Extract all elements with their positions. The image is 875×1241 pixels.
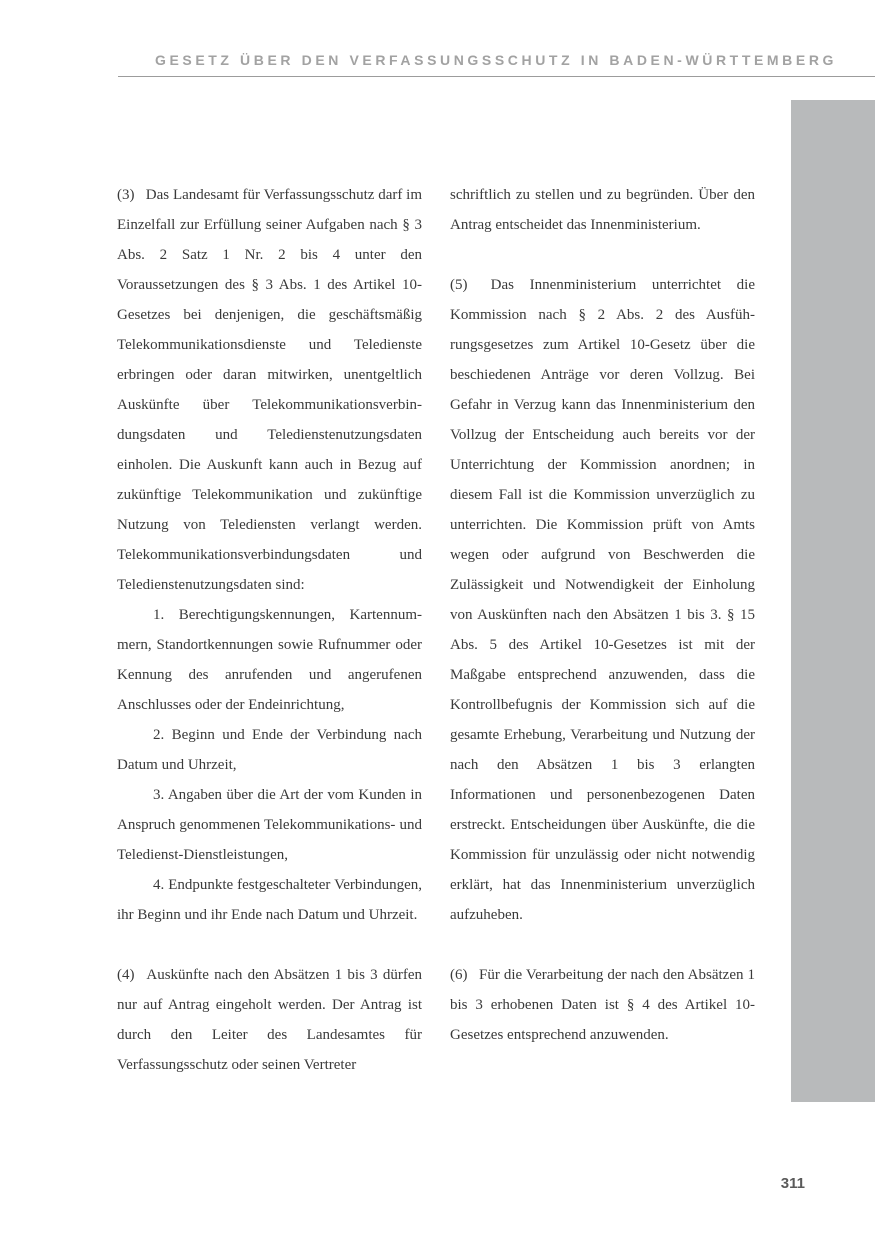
side-thumb-tab — [791, 100, 875, 1102]
paragraph-4-continued: schriftlich zu stellen und zu begründen. Über den Antrag entscheidet das Innenministerium. — [450, 187, 755, 233]
paragraph-6: (6) Für die Verarbeitung der nach den Absätzen 1 bis 3 erhobenen Daten ist § 4 des Artikel 10-Gesetzes entsprechend anzuwenden. — [450, 967, 755, 1043]
header-rule — [118, 76, 875, 77]
right-column — [450, 180, 755, 1050]
running-header: GESETZ ÜBER DEN VERFASSUNGSSCHUTZ IN BADEN-WÜRTTEMBERG — [154, 52, 838, 68]
paragraph-5: (5) Das Innenministerium unterrichtet die Kommission nach § 2 Abs. 2 des Ausführungsgesetzes zum Artikel 10-Gesetz über die beschiedenen Anträge vor deren Vollzug. Bei Gefahr in Verzug kann das Innenministerium den Vollzug der Entscheidung auch bereits vor der Unterrichtung der Kommission anordnen; in diesem Fall ist die Kommission unverzüglich zu unterrichten. Die Kommission prüft von Amts wegen oder aufgrund von Beschwerden die Zulässigkeit und Notwendigkeit der Einholung von Auskünften nach den Absätzen 1 bis 3. § 15 Abs. 5 des Artikel 10-Gesetzes ist mit der Maßgabe entsprechend anzuwenden, dass die Kontrollbefugnis der Kommission sich auf die gesamte Erhebung, Verarbeitung und Nutzung der nach den Absätzen 1 bis 3 erlangten Informationen und personenbezogenen Daten erstreckt. Entscheidungen über Auskünfte, die die Kommission für unzulässig oder nicht notwendig erklärt, hat das Innenministerium unverzüglich aufzuheben. — [450, 277, 755, 923]
left-column — [117, 180, 422, 1080]
list-item-4: 4. Endpunkte festgeschalteter Verbindungen, ihr Beginn und ihr Ende nach Datum und Uhrzeit. — [117, 877, 422, 923]
list-item-1: 1. Berechtigungskennungen, Kartennummern, Standortkennungen sowie Rufnummer oder Kennung des anrufenden und angerufenen Anschlusses oder der Endeinrichtung, — [117, 607, 422, 713]
page-number: 311 — [780, 1175, 805, 1192]
list-item-2: 2. Beginn und Ende der Verbindung nach Datum und Uhrzeit, — [117, 727, 422, 773]
paragraph-4: (4) Auskünfte nach den Absätzen 1 bis 3 dürfen nur auf Antrag eingeholt werden. Der Antrag ist durch den Leiter des Landesamtes für Verfassungsschutz oder seinen Vertreter — [117, 967, 422, 1073]
paragraph-3: (3) Das Landesamt für Verfassungsschutz darf im Einzelfall zur Erfüllung seiner Aufgaben nach § 3 Abs. 2 Satz 1 Nr. 2 bis 4 unter den Voraussetzungen des § 3 Abs. 1 des Artikel 10-Gesetzes bei denjenigen, die geschäftsmäßig Telekommunikationsdienste und Teledienste erbringen oder daran mitwirken, unentgeltlich Auskünfte über Telekommunikationsverbindungsdaten und Teledienstenutzungsdaten einholen. Die Auskunft kann auch in Bezug auf zukünftige Telekommunikation und zukünftige Nutzung von Telediensten verlangt werden. Telekommunikationsverbindungsdaten und Teledienstenutzungsdaten sind: — [117, 187, 422, 593]
list-item-3: 3. Angaben über die Art der vom Kunden in Anspruch genommenen Telekommunikations- und Teledienst-Dienstleistungen, — [117, 787, 422, 863]
